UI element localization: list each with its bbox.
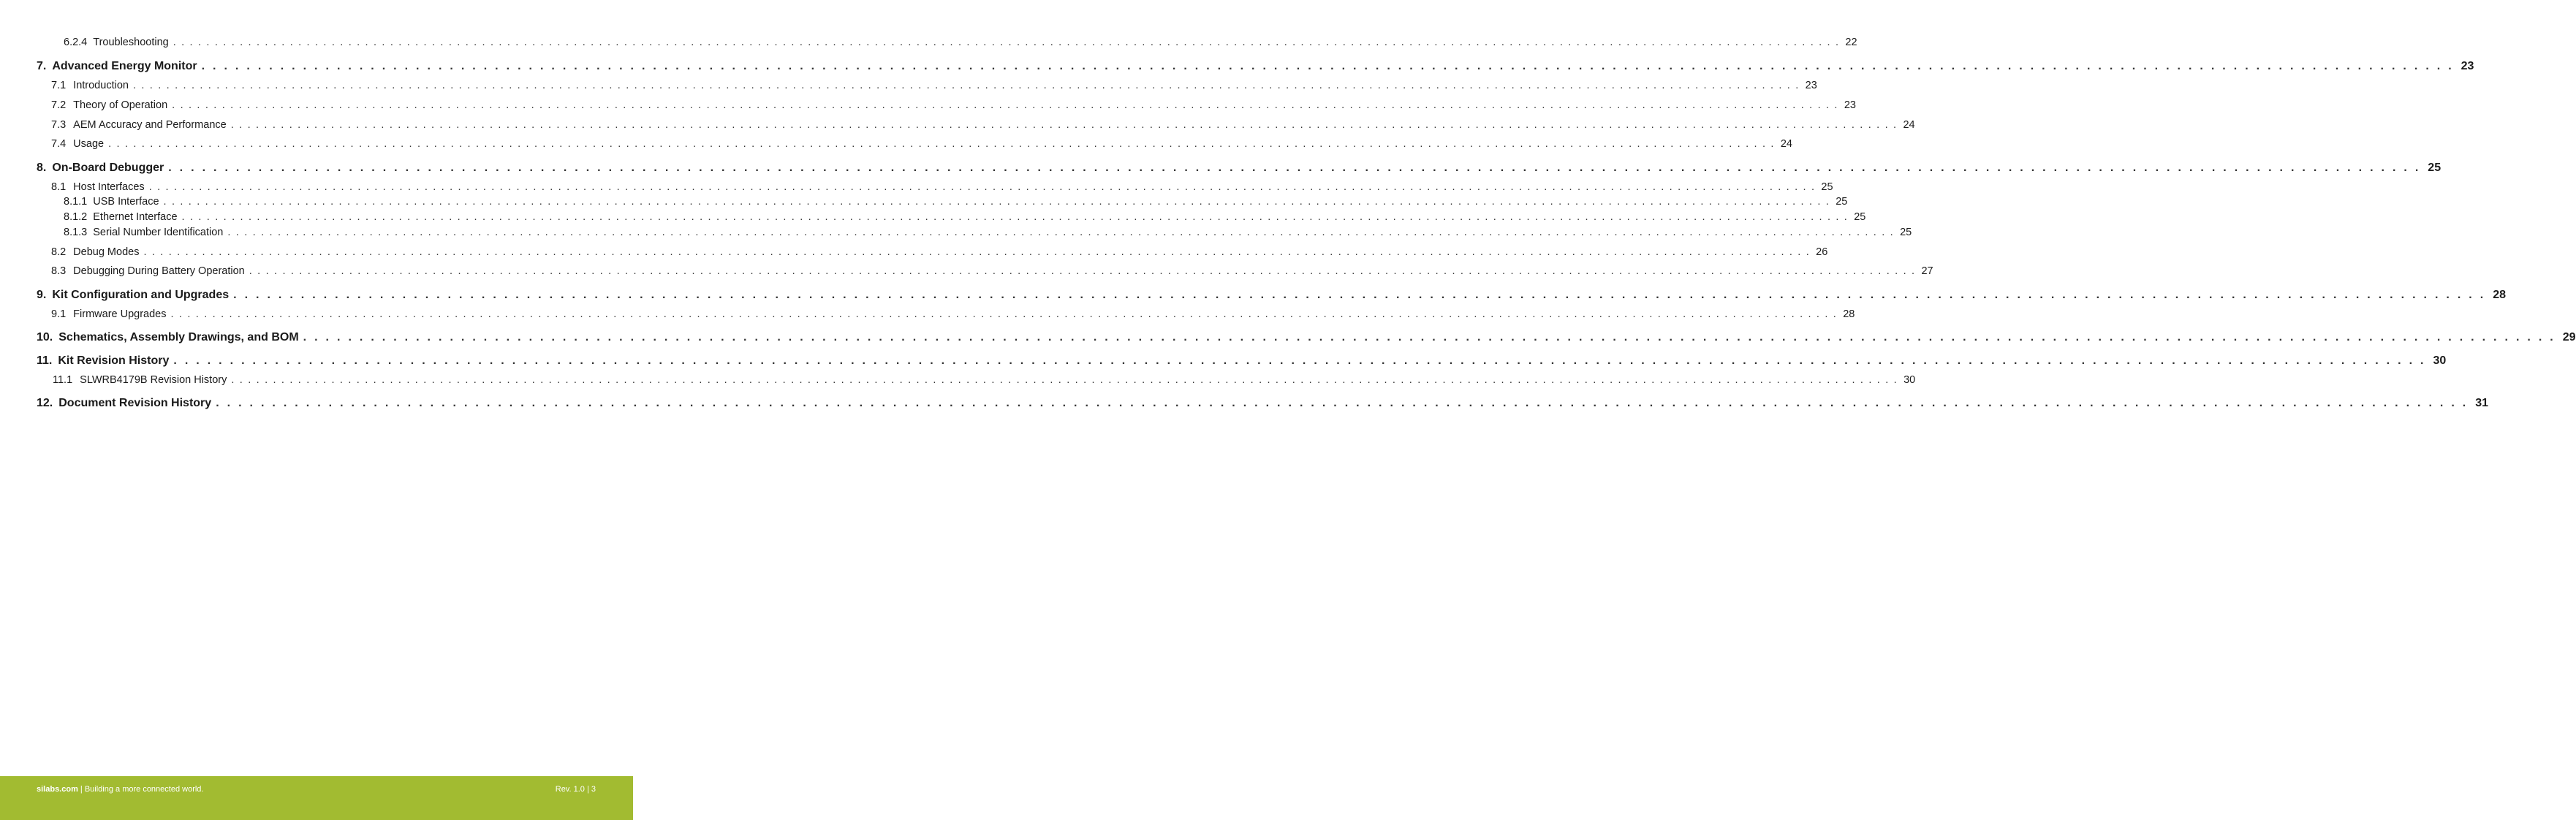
page-footer (0, 776, 633, 820)
toc-dot-leader: ........................................................................................................................................................................................................ (163, 196, 1835, 208)
toc-entry-title: USB Interface (93, 196, 159, 208)
toc-dot-leader: ........................................................................................................................................................................................................ (173, 354, 2432, 367)
footer-tagline: | Building a more connected world. (77, 785, 204, 794)
toc-entry-title: Introduction (73, 80, 129, 91)
toc-entry-number: 8.1.3 (64, 227, 88, 238)
toc-dot-leader: ........................................................................................................................................................................................................ (108, 138, 1779, 150)
toc-dot-leader: ........................................................................................................................................................................................................ (132, 80, 1804, 91)
toc-entry-page: 25 (1900, 227, 1912, 238)
toc-entry-title: Advanced Energy Monitor (52, 60, 197, 72)
toc-entry-number: 9.1 (51, 308, 67, 320)
toc-entry-number: 8.1 (51, 181, 67, 193)
toc-entry-page: 25 (1836, 196, 1848, 208)
toc-entry[interactable] (37, 37, 1857, 51)
toc-entry-number: 12. (37, 397, 53, 409)
toc-entry-number: 8.1.2 (64, 211, 88, 223)
toc-entry-page: 24 (1780, 138, 1792, 150)
toc-entry-number: 8.2 (51, 246, 67, 258)
toc-dot-leader: ........................................................................................................................................................................................................ (181, 211, 1853, 223)
toc-entry-title: Host Interfaces (73, 181, 145, 193)
toc-entry-page: 25 (1854, 211, 1866, 223)
toc-entry-page: 25 (1821, 181, 1833, 193)
toc-entry[interactable] (37, 138, 1792, 153)
toc-entry-title: SLWRB4179B Revision History (80, 374, 227, 386)
toc-entry-number: 7.4 (51, 138, 67, 150)
toc-entry-number: 9. (37, 289, 47, 301)
toc-dot-leader: ........................................................................................................................................................................................................ (172, 99, 1843, 111)
footer-revision: Rev. 1.0 | 3 (555, 785, 596, 794)
toc-entry-number: 7.3 (51, 119, 67, 131)
toc-entry-title: Debug Modes (73, 246, 140, 258)
toc-entry-title: Firmware Upgrades (73, 308, 167, 320)
toc-entry-page: 24 (1903, 119, 1915, 131)
toc-entry[interactable] (37, 354, 2447, 369)
toc-entry[interactable] (37, 397, 2489, 411)
toc-entry-page: 22 (1845, 37, 1857, 48)
toc-dot-leader: ........................................................................................................................................................................................................ (249, 265, 1920, 277)
toc-entry[interactable] (37, 227, 1912, 241)
toc-entry-title: Kit Configuration and Upgrades (52, 289, 230, 301)
toc-entry-page: 27 (1921, 265, 1933, 277)
toc-entry-title: Ethernet Interface (93, 211, 178, 223)
toc-entry[interactable] (37, 119, 1915, 134)
toc-dot-leader: ........................................................................................................................................................................................................ (233, 289, 2492, 301)
toc-dot-leader: ........................................................................................................................................................................................................ (227, 227, 1899, 238)
toc-entry[interactable] (37, 289, 2506, 303)
toc-entry-page: 28 (1843, 308, 1855, 320)
toc-dot-leader: ........................................................................................................................................................................................................ (303, 331, 2561, 343)
toc-entry[interactable] (37, 374, 1916, 389)
toc-dot-leader: ........................................................................................................................................................................................................ (143, 246, 1815, 258)
toc-entry-title: Kit Revision History (58, 354, 170, 367)
toc-entry[interactable] (37, 331, 2576, 346)
toc-entry[interactable] (37, 246, 1828, 261)
toc-entry[interactable] (37, 80, 1817, 94)
toc-entry-title: Serial Number Identification (93, 227, 224, 238)
toc-entry-number: 8. (37, 162, 47, 174)
footer-left (37, 785, 203, 794)
toc-entry-number: 7. (37, 60, 47, 72)
footer-site-link[interactable]: silabs.com (37, 785, 78, 794)
toc-dot-leader: ........................................................................................................................................................................................................ (170, 308, 1842, 320)
toc-entry-title: Document Revision History (58, 397, 212, 409)
toc-entry[interactable] (37, 181, 1833, 196)
toc-entry-number: 8.3 (51, 265, 67, 277)
toc-dot-leader: ........................................................................................................................................................................................................ (216, 397, 2474, 409)
toc-entry[interactable] (37, 265, 1933, 280)
toc-entry-page: 30 (2433, 354, 2447, 367)
toc-entry-title: Troubleshooting (93, 37, 169, 48)
toc-dot-leader: ........................................................................................................................................................................................................ (173, 37, 1844, 48)
toc-entry-page: 26 (1816, 246, 1828, 258)
toc-entry[interactable] (37, 162, 2441, 176)
toc-entry-title: Schematics, Assembly Drawings, and BOM (58, 331, 299, 343)
toc-dot-leader: ........................................................................................................................................................................................................ (168, 162, 2427, 174)
toc-entry-page: 23 (2461, 60, 2474, 72)
toc-dot-leader: ........................................................................................................................................................................................................ (230, 119, 1902, 131)
toc-entry-page: 28 (2493, 289, 2506, 301)
toc-entry-number: 10. (37, 331, 53, 343)
toc-entry-page: 23 (1844, 99, 1856, 111)
toc-entry[interactable] (37, 99, 1856, 114)
toc-entry-title: AEM Accuracy and Performance (73, 119, 227, 131)
toc-entry[interactable] (37, 211, 1866, 226)
toc-entry-title: Usage (73, 138, 105, 150)
toc-entry-number: 7.2 (51, 99, 67, 111)
toc-entry-title: Debugging During Battery Operation (73, 265, 245, 277)
toc-entry-title: Theory of Operation (73, 99, 168, 111)
toc-entry[interactable] (37, 60, 2474, 75)
toc-dot-leader: ........................................................................................................................................................................................................ (148, 181, 1820, 193)
toc-entry[interactable] (37, 196, 1848, 210)
toc-entry-page: 29 (2562, 331, 2576, 343)
toc-entry-number: 6.2.4 (64, 37, 88, 48)
toc-entry-number: 11. (37, 354, 53, 367)
toc-dot-leader: ........................................................................................................................................................................................................ (201, 60, 2460, 72)
toc-entry-page: 31 (2475, 397, 2489, 409)
toc-entry-number: 7.1 (51, 80, 67, 91)
toc-entry-number: 11.1 (53, 374, 73, 386)
toc-dot-leader: ........................................................................................................................................................................................................ (231, 374, 1903, 386)
toc-entry-page: 30 (1903, 374, 1916, 386)
toc-entry[interactable] (37, 308, 1855, 323)
toc-entry-number: 8.1.1 (64, 196, 88, 208)
toc-entry-title: On-Board Debugger (52, 162, 164, 174)
toc-entry-page: 23 (1805, 80, 1817, 91)
toc-entry-page: 25 (2428, 162, 2441, 174)
